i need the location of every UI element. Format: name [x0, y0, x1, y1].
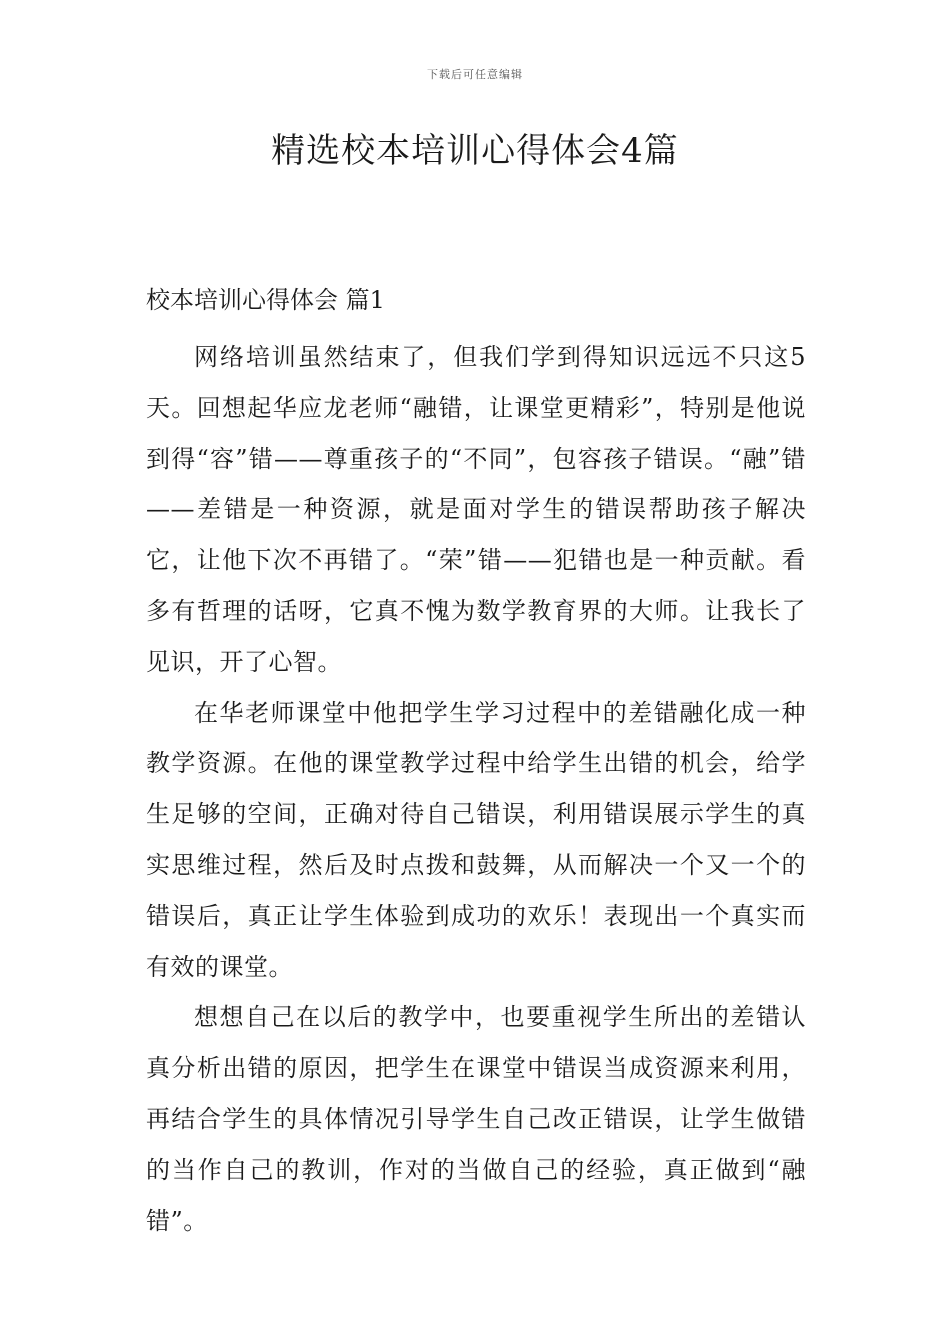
section-heading: 校本培训心得体会 篇1	[146, 286, 385, 314]
header-note: 下载后可任意编辑	[427, 68, 523, 81]
paragraph-1: 网络培训虽然结束了，但我们学到得知识远远不只这5天。回想起华应龙老师“融错，让课堂更精彩”，特别是他说到得“容”错——尊重孩子的“不同”，包容孩子错误。“融”错——差错是一种资源，就是面对学生的错误帮助孩子解决它，让他下次不再错了。“荣”错——犯错也是一种贡献。看多有哲理的话呀，它真不愧为数学教育界的大师。让我长了见识，开了心智。	[146, 343, 806, 676]
document-title: 精选校本培训心得体会4篇	[271, 131, 679, 171]
document-body	[146, 282, 806, 1246]
paragraph-3: 想想自己在以后的教学中，也要重视学生所出的差错认真分析出错的原因，把学生在课堂中错误当成资源来利用，再结合学生的具体情况引导学生自己改正错误，让学生做错的当作自己的教训，作对的当做自己的经验，真正做到“融错”。	[146, 1003, 806, 1235]
paragraph-2: 在华老师课堂中他把学生学习过程中的差错融化成一种教学资源。在他的课堂教学过程中给学生出错的机会，给学生足够的空间，正确对待自己错误，利用错误展示学生的真实思维过程，然后及时点拨和鼓舞，从而解决一个又一个的错误后，真正让学生体验到成功的欢乐！表现出一个真实而有效的课堂。	[146, 698, 806, 981]
